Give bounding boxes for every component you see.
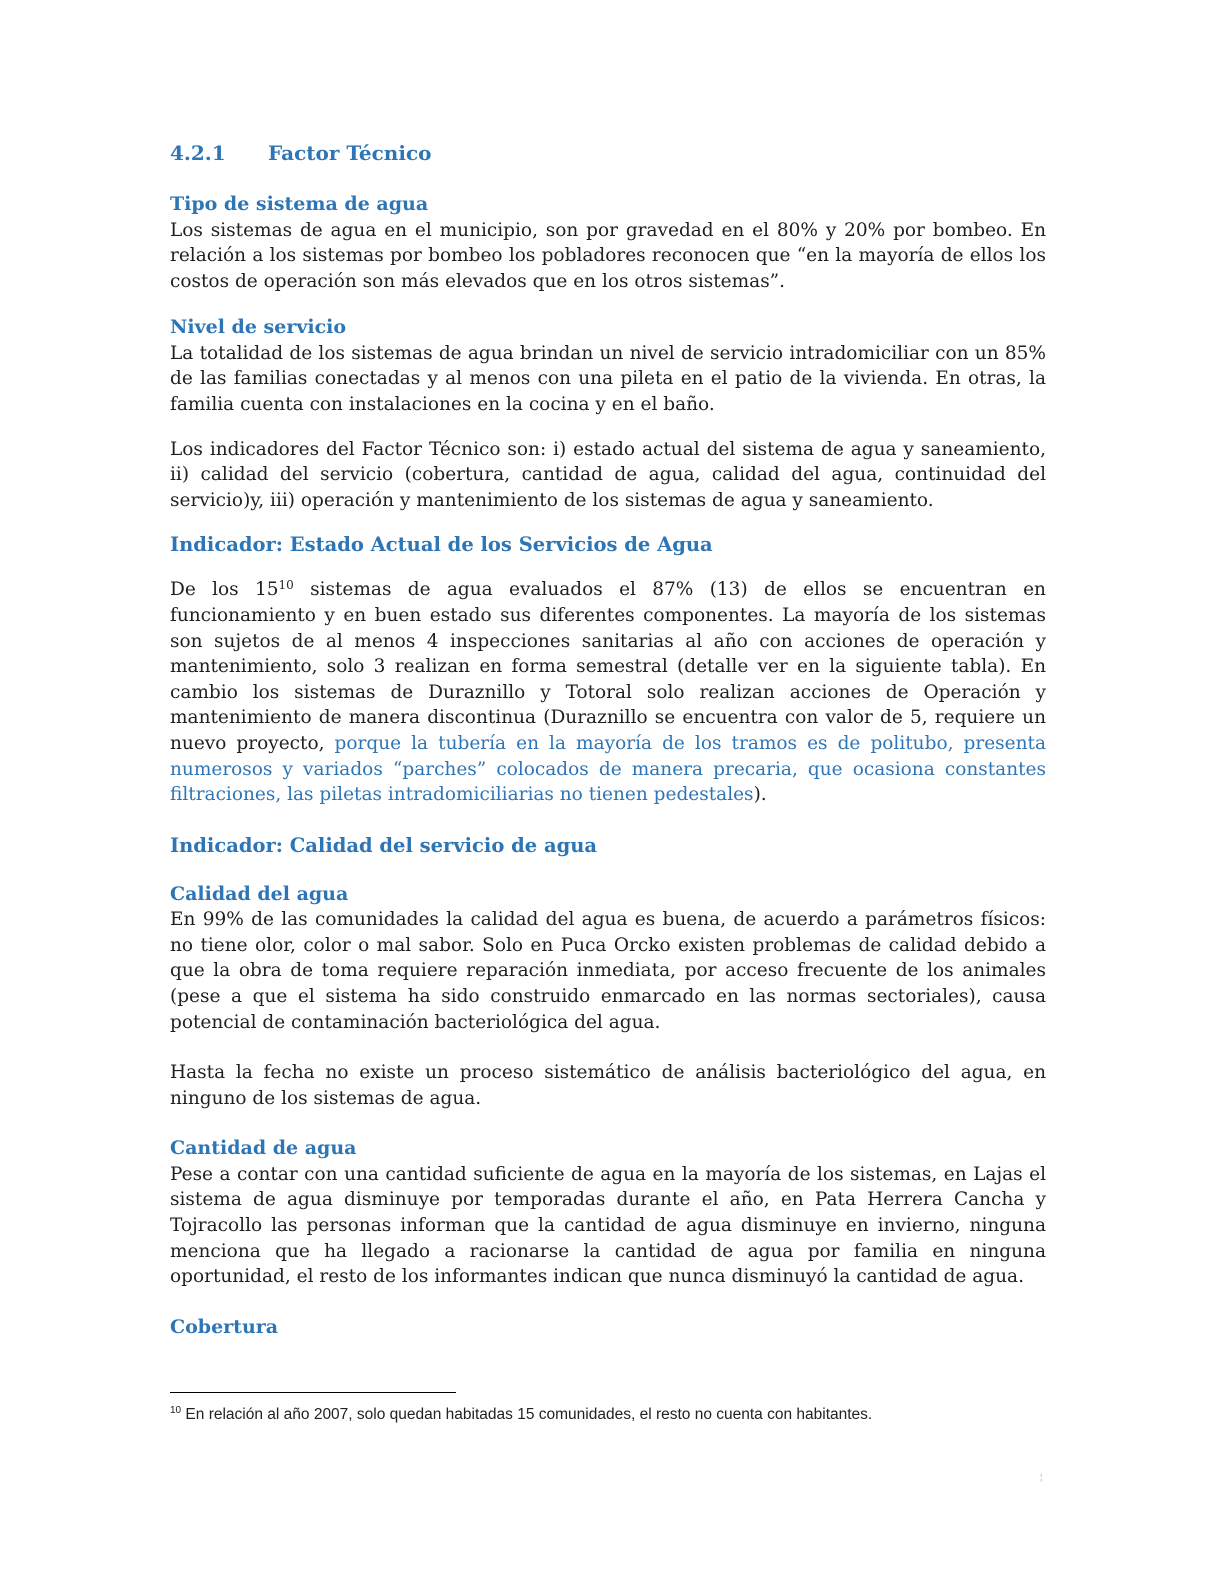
footnote-text: En relación al año 2007, solo quedan habitadas 15 comunidades, el resto no cuenta con habitantes. <box>181 1406 873 1423</box>
section-heading <box>170 138 1046 168</box>
cantidad-paragraph: Pese a contar con una cantidad suficiente de agua en la mayoría de los sistemas, en Lajas el sistema de agua disminuye por temporadas durante el año, en Pata Herrera Cancha y Tojracollo las personas informan que la cantidad de agua disminuye en invierno, ninguna menciona que ha llegado a racionarse la cantidad de agua por familia en ninguna oportunidad, el resto de los informantes indican que nunca disminuyó la cantidad de agua. <box>170 1163 1046 1288</box>
calidad-agua-paragraph: En 99% de las comunidades la calidad del agua es buena, de acuerdo a parámetros físicos: no tiene olor, color o mal sabor. Solo en Puca Orcko existen problemas de calidad debido a que la obra de toma requiere reparación inmediata, por acceso frecuente de los animales (pese a que el sistema ha sido construido enmarcado en las normas sectoriales), causa potencial de contaminación bacteriológica del agua. <box>170 909 1046 1033</box>
indicadores-paragraph: Los indicadores del Factor Técnico son: i) estado actual del sistema de agua y saneamiento, ii) calidad del servicio (cobertura, cantidad de agua, calidad del agua, continuidad del servicio)y, iii) operación y mantenimiento de los sistemas de agua y saneamiento. <box>170 438 1046 511</box>
section-number: 4.2.1 <box>170 141 226 165</box>
estado-text-end: ). <box>753 784 767 806</box>
estado-text-start: De los 15 <box>170 579 279 601</box>
footnote-ref: 10 <box>278 578 294 593</box>
nivel-heading: Nivel de servicio <box>170 316 347 339</box>
nivel-paragraph: La totalidad de los sistemas de agua brindan un nivel de servicio intradomiciliar con un 85% de las familias conectadas y al menos con una pileta en el patio de la vivienda. En otras, la familia cuenta con instalaciones en la cocina y en el baño. <box>170 342 1046 415</box>
calidad-servicio-heading: Indicador: Calidad del servicio de agua <box>170 833 598 857</box>
estado-paragraph <box>170 577 1046 807</box>
estado-text-highlight: porque la tubería en la mayoría de los tramos es de politubo, presenta numerosos y variados “parches” colocados de manera precaria, que ocasiona constantes filtraciones, las piletas intradomiciliarias no tienen pedestales <box>170 732 1046 806</box>
section-title: Factor Técnico <box>268 141 432 165</box>
footnote-number: 10 <box>170 1405 182 1416</box>
calidad-agua-heading: Calidad del agua <box>170 882 349 905</box>
estado-text-main: sistemas de agua evaluados el 87% (13) de ellos se encuentran en funcionamiento y en buen estado sus diferentes componentes. La mayoría de los sistemas son sujetos de al menos 4 inspecciones sanitarias al año con acciones de operación y mantenimiento, solo 3 realizan en forma semestral (detalle ver en la siguiente tabla). En cambio los sistemas de Duraznillo y Totoral solo realizan acciones de Operación y mantenimiento de manera discontinua (Duraznillo se encuentra con valor de 5, requiere un nuevo proyecto, <box>170 579 1046 754</box>
tipo-paragraph: Los sistemas de agua en el municipio, son por gravedad en el 80% y 20% por bombeo. En relación a los sistemas por bombeo los pobladores reconocen que “en la mayoría de ellos los costos de operación son más elevados que en los otros sistemas”. <box>170 219 1046 292</box>
tipo-heading: Tipo de sistema de agua <box>170 193 429 215</box>
calidad-agua-paragraph-2: Hasta la fecha no existe un proceso sistemático de análisis bacteriológico del agua, en ninguno de los sistemas de agua. <box>170 1062 1046 1109</box>
estado-heading: Indicador: Estado Actual de los Servicios de Agua <box>170 533 713 557</box>
footnote-separator <box>170 1392 456 1393</box>
footnote <box>170 1404 1050 1426</box>
document-page <box>170 138 1046 1340</box>
cobertura-heading: Cobertura <box>170 1315 279 1338</box>
cantidad-heading: Cantidad de agua <box>170 1137 357 1160</box>
page-mark: ¦ <box>1040 1472 1043 1482</box>
